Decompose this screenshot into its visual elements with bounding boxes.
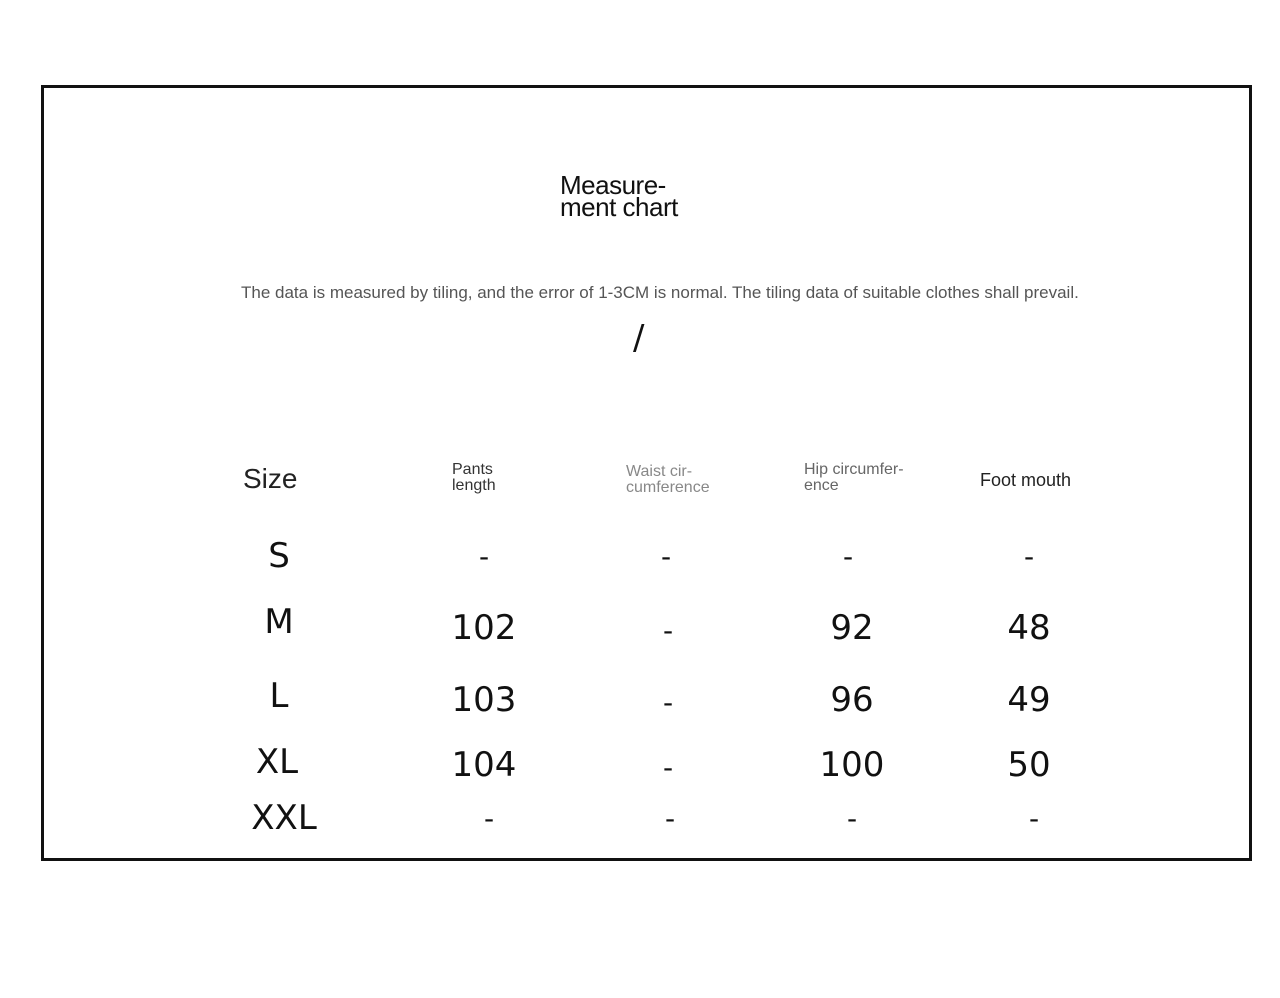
foot-mouth-cell: 48 [1007,608,1051,648]
header-hip-line-2: ence [804,477,839,494]
pants-length-cell: - [478,540,490,573]
size-cell: XL [255,742,299,782]
hip-cell: - [842,540,854,573]
header-pants-length [452,462,496,494]
foot-mouth-cell: 50 [1007,745,1051,785]
size-cell: L [269,676,289,716]
header-waist-line-2: cumference [626,479,710,496]
title-line-1: Measure- [560,170,666,200]
hip-cell: - [846,802,858,835]
size-cell: M [264,602,294,642]
page-title [560,170,678,222]
title-line-2: ment chart [560,192,678,222]
header-hip-line-1: Hip circumfer- [804,461,904,478]
pants-length-cell: 104 [451,745,517,785]
foot-mouth-cell: - [1028,802,1040,835]
header-pants-length-line-2: length [452,477,496,494]
waist-cell: - [662,686,674,719]
waist-cell: - [660,540,672,573]
header-foot-mouth: Foot mouth [980,470,1072,490]
waist-cell: - [662,751,674,784]
waist-cell: - [662,614,674,647]
pants-length-cell: 103 [451,680,517,720]
pants-length-cell: 102 [451,608,517,648]
header-hip [804,462,904,494]
hip-cell: 96 [830,680,874,720]
header-waist-line-1: Waist cir- [626,463,693,480]
header-pants-length-line-1: Pants [452,461,493,478]
hip-cell: 100 [819,745,885,785]
hip-cell: 92 [830,608,874,648]
size-cell: XXL [251,798,317,838]
header-size: Size [243,463,298,494]
pants-length-cell: - [483,802,495,835]
separator-slash: / [633,318,645,358]
foot-mouth-cell: - [1023,540,1035,573]
measurement-note: The data is measured by tiling, and the error of 1-3CM is normal. The tiling data of suitable clothes shall prevail. [241,283,1079,302]
foot-mouth-cell: 49 [1007,680,1051,720]
size-cell: S [268,536,290,576]
header-waist [626,464,710,496]
waist-cell: - [664,802,676,835]
